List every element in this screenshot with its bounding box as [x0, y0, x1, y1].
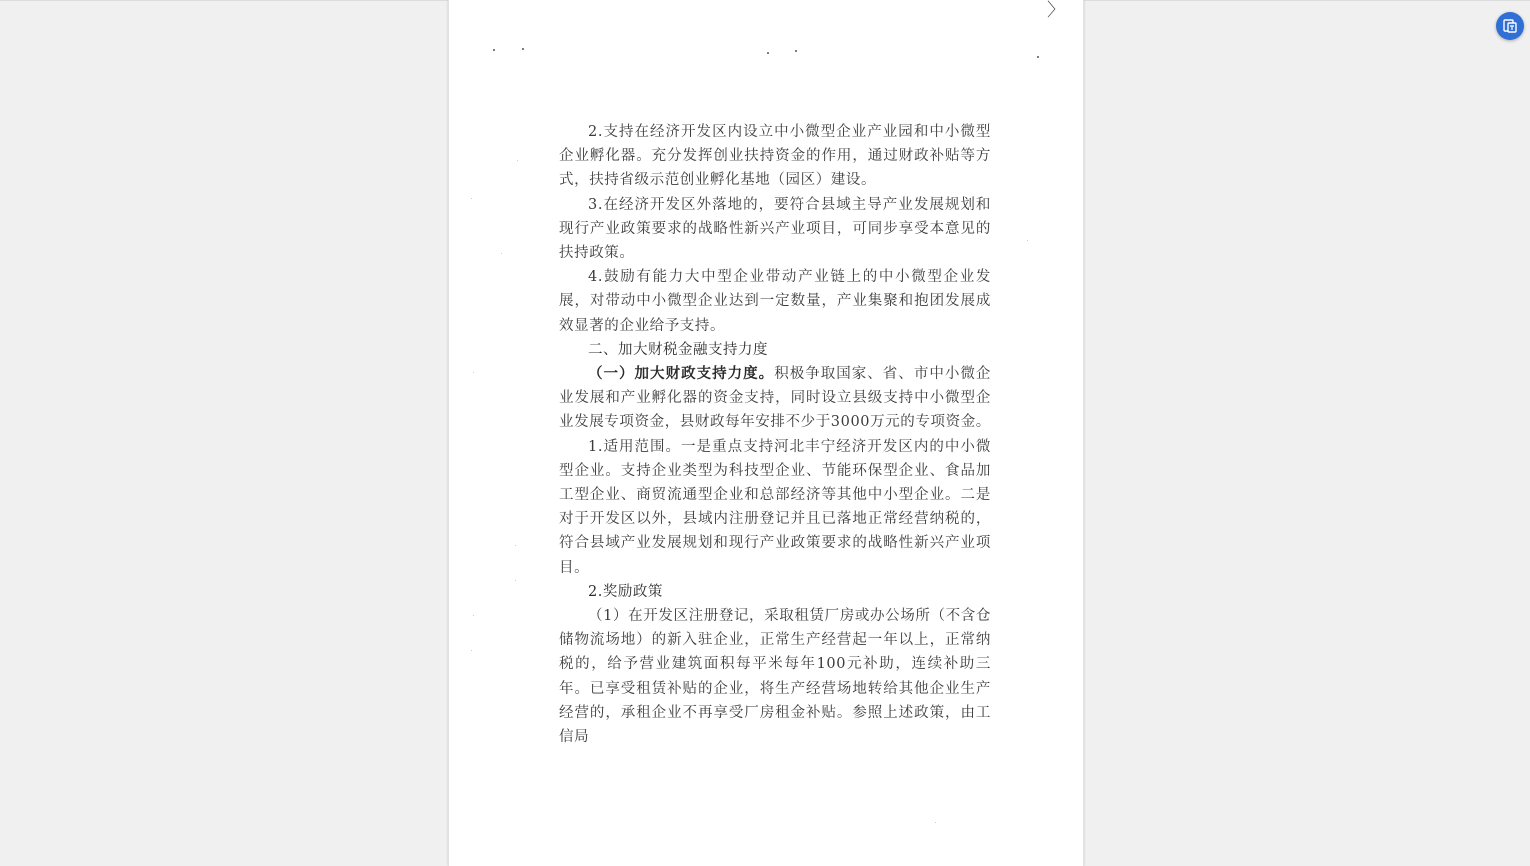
corner-mark: 〉	[1047, 0, 1065, 21]
scan-speck	[517, 160, 518, 161]
scan-speck	[515, 580, 516, 581]
scan-speck	[473, 615, 474, 616]
paragraph-scope: 1.适用范围。一是重点支持河北丰宁经济开发区内的中小微型企业。支持企业类型为科技型企业、节能环保型企业、食品加工型企业、商贸流通型企业和总部经济等其他中小型企业。二是对于开发区以外，县域内注册登记并且已落地正常经营纳税的，符合县域产业发展规划和现行产业政策要求的战略性新兴产业项目。	[559, 438, 991, 576]
paragraph-lead: （一）加大财政支持力度。	[588, 365, 775, 383]
document-page	[448, 0, 1084, 866]
scan-speck	[795, 50, 797, 52]
translate-doc-icon	[1502, 18, 1518, 34]
scan-speck	[515, 545, 516, 546]
scan-speck	[767, 52, 769, 54]
paragraph-item-3: 3.在经济开发区外落地的，要符合县域主导产业发展规划和现行产业政策要求的战略性新兴产业项目，可同步享受本意见的扶持政策。	[559, 196, 991, 262]
scan-speck	[471, 650, 472, 651]
scan-speck	[935, 822, 936, 823]
scan-speck	[522, 48, 524, 50]
scan-speck	[493, 49, 495, 51]
scan-speck	[1037, 56, 1039, 58]
paragraph-item-2: 2.支持在经济开发区内设立中小微型企业产业园和中小微型企业孵化器。充分发挥创业扶持资金的作用，通过财政补贴等方式，扶持省级示范创业孵化基地（园区）建设。	[559, 124, 991, 189]
paragraph-item-4: 4.鼓励有能力大中型企业带动产业链上的中小微型企业发展，对带动中小微型企业达到一定数量，产业集聚和抱团发展成效显著的企业给予支持。	[559, 269, 991, 334]
paragraph-rent-subsidy: （1）在开发区注册登记，采取租赁厂房或办公场所（不含仓储物流场地）的新入驻企业，正常生产经营起一年以上，正常纳税的，给予营业建筑面积每平米每年100元补助，连续补助三年。已享受租赁补贴的企业，将生产经营场地转给其他企业生产经营的，承租企业不再享受厂房租金补贴。参照上述政策，由工信局	[559, 608, 991, 746]
paragraph-body: 积极争取国家、省、市中小微企业发展和产业孵化器的资金支持，同时设立县级支持中小微型企业发展专项资金，县财政每年安排不少于3000万元的专项资金。	[559, 366, 991, 431]
scan-speck	[471, 198, 472, 199]
scan-speck	[501, 253, 502, 254]
section-heading: 二、加大财税金融支持力度	[588, 341, 768, 358]
subsection-heading: 2.奖励政策	[588, 583, 663, 600]
translate-doc-button[interactable]	[1496, 12, 1524, 40]
paragraph-fiscal-support	[559, 362, 991, 435]
scan-speck	[473, 372, 474, 373]
scan-speck	[1027, 240, 1028, 241]
document-body	[559, 120, 991, 749]
